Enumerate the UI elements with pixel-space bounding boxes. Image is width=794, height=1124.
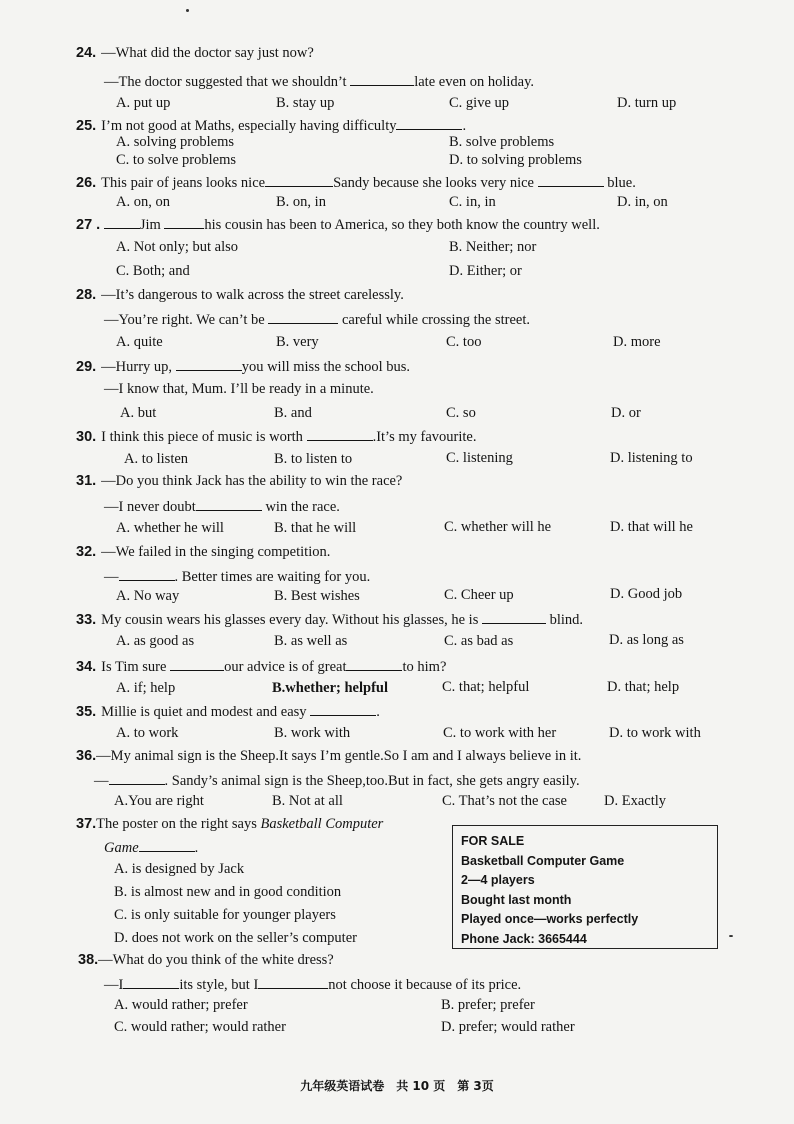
q34-stem: 34. Is Tim sure our advice is of great to him? (76, 656, 446, 676)
q28-line2: —You’re right. We can’t be careful while crossing the street. (104, 309, 530, 329)
q27-option-c: C. Both; and (116, 263, 190, 279)
question-number: 24. (76, 45, 97, 61)
q29-line1: 29. —Hurry up, you will miss the school bus. (76, 356, 410, 376)
q25-stem: 25. I’m not good at Maths, especially having difficulty . (76, 115, 466, 135)
q34-option-d: D. that; help (607, 679, 680, 695)
q31-option-d: D. that will he (610, 519, 693, 535)
answer-blank (176, 356, 242, 371)
answer-blank (265, 172, 333, 187)
q34-option-b: B.whether; helpful (272, 680, 388, 696)
q25-option-a: A. solving problems (116, 134, 235, 150)
poster-item: Basketball Computer Game (461, 853, 625, 868)
q37-stem: 37.The poster on the right says Basketball Computer (76, 816, 384, 832)
q29-line2: —I know that, Mum. I’ll be ready in a minute. (104, 381, 374, 397)
scan-speck (729, 935, 733, 937)
q27-option-a: A. Not only; but also (116, 239, 239, 255)
q32-line2: — . Better times are waiting for you. (104, 566, 370, 586)
q33-option-c: C. as bad as (444, 633, 514, 649)
q37-option-c: C. is only suitable for younger players (114, 907, 336, 923)
answer-blank (268, 309, 338, 324)
q38-option-c: C. would rather; would rather (114, 1019, 286, 1035)
q24-line2: —The doctor suggested that we shouldn’t late even on holiday. (104, 71, 534, 91)
q38-line1: 38.—What do you think of the white dress? (78, 952, 334, 968)
q29-option-a: A. but (120, 405, 157, 421)
q26-stem: 26. This pair of jeans looks nice Sandy because she looks very nice blue. (76, 172, 636, 192)
q36-line1: 36.—My animal sign is the Sheep.It says I’m gentle.So I am and I always believe in it. (76, 748, 582, 764)
poster-title: FOR SALE (461, 834, 525, 848)
q24-option-d: D. turn up (617, 95, 677, 111)
q26-option-d: D. in, on (617, 194, 668, 210)
q31-line2: —I never doubt win the race. (104, 496, 340, 516)
answer-blank (104, 214, 140, 229)
poster-condition: Played once—works perfectly (461, 912, 639, 926)
answer-blank (139, 837, 195, 852)
answer-blank (196, 496, 262, 511)
answer-blank (258, 974, 328, 989)
q37-option-b: B. is almost new and in good condition (114, 884, 342, 900)
q30-option-d: D. listening to (610, 450, 693, 466)
q34-option-c: C. that; helpful (442, 679, 530, 695)
q33-option-d: D. as long as (609, 632, 684, 648)
q31-option-c: C. whether will he (444, 519, 552, 535)
q30-option-a: A. to listen (124, 451, 189, 467)
q34-option-a: A. if; help (116, 680, 176, 696)
scan-speck (186, 9, 189, 12)
q31-option-a: A. whether he will (116, 520, 224, 536)
q28-option-a: A. quite (116, 334, 163, 350)
q24-line1: 24. —What did the doctor say just now? (76, 45, 314, 61)
q33-stem: 33. My cousin wears his glasses every day. Without his glasses, he is blind. (76, 609, 583, 629)
q36-option-a: A.You are right (114, 793, 204, 809)
q26-option-a: A. on, on (116, 194, 170, 210)
answer-blank (538, 172, 604, 187)
answer-blank (350, 71, 414, 86)
answer-blank (109, 770, 165, 785)
q25-option-c: C. to solve problems (116, 152, 237, 168)
q28-option-c: C. too (446, 334, 482, 350)
answer-blank (164, 214, 204, 229)
for-sale-poster (452, 825, 718, 949)
q37-option-a: A. is designed by Jack (114, 861, 245, 877)
q27-option-d: D. Either; or (449, 263, 522, 279)
page-footer: 九年级英语试卷 共 10 页 第 3页 (300, 1079, 494, 1093)
q33-option-a: A. as good as (116, 633, 195, 649)
q30-option-c: C. listening (446, 450, 513, 466)
q25-option-d: D. to solving problems (449, 152, 582, 168)
answer-blank (310, 701, 376, 716)
q25-option-b: B. solve problems (449, 134, 555, 150)
answer-blank (346, 656, 402, 671)
q26-option-c: C. in, in (449, 194, 496, 210)
q36-option-b: B. Not at all (272, 793, 343, 809)
q31-option-b: B. that he will (274, 520, 357, 536)
q28-option-d: D. more (613, 334, 661, 350)
q37-option-d: D. does not work on the seller’s computer (114, 930, 357, 946)
q36-option-c: C. That’s not the case (442, 793, 567, 809)
q24-option-a: A. put up (116, 95, 171, 111)
q32-line1: 32. —We failed in the singing competition. (76, 544, 331, 560)
q32-option-a: A. No way (116, 588, 180, 604)
q32-option-c: C. Cheer up (444, 587, 514, 603)
answer-blank (307, 426, 373, 441)
q29-option-b: B. and (274, 405, 312, 421)
q36-option-d: D. Exactly (604, 793, 667, 809)
answer-blank (396, 115, 462, 130)
q35-option-c: C. to work with her (443, 725, 557, 741)
answer-blank (482, 609, 546, 624)
q32-option-d: D. Good job (610, 586, 683, 602)
q27-stem: 27 . Jim his cousin has been to America, so they both know the country well. (76, 214, 600, 234)
q38-option-d: D. prefer; would rather (441, 1019, 575, 1035)
q24-option-b: B. stay up (276, 95, 335, 111)
q35-option-a: A. to work (116, 725, 179, 741)
q27-option-b: B. Neither; nor (449, 239, 537, 255)
q38-line2: —I its style, but I not choose it because of its price. (104, 974, 521, 994)
q30-stem: 30. I think this piece of music is worth .It’s my favourite. (76, 426, 476, 446)
q35-stem: 35. Millie is quiet and modest and easy . (76, 701, 380, 721)
q38-option-b: B. prefer; prefer (441, 997, 535, 1013)
answer-blank (170, 656, 224, 671)
q28-option-b: B. very (276, 334, 319, 350)
q35-option-d: D. to work with (609, 725, 701, 741)
q37-stem-continued: Game . (104, 837, 198, 857)
q32-option-b: B. Best wishes (274, 588, 360, 604)
poster-contact: Phone Jack: 3665444 (461, 931, 587, 946)
q30-option-b: B. to listen to (274, 451, 353, 467)
poster-players: 2—4 players (461, 873, 535, 887)
answer-blank (123, 974, 179, 989)
q35-option-b: B. work with (274, 725, 351, 741)
answer-blank (119, 566, 175, 581)
poster-bought: Bought last month (461, 892, 572, 907)
q28-line1: 28. —It’s dangerous to walk across the street carelessly. (76, 287, 404, 303)
q38-option-a: A. would rather; prefer (114, 997, 248, 1013)
q29-option-d: D. or (611, 405, 641, 421)
q31-line1: 31. —Do you think Jack has the ability to win the race? (76, 473, 403, 489)
q36-line2: — . Sandy’s animal sign is the Sheep,too.But in fact, she gets angry easily. (94, 770, 580, 790)
q29-option-c: C. so (446, 405, 476, 421)
q33-option-b: B. as well as (274, 633, 348, 649)
q24-option-c: C. give up (449, 95, 510, 111)
q26-option-b: B. on, in (276, 194, 326, 210)
